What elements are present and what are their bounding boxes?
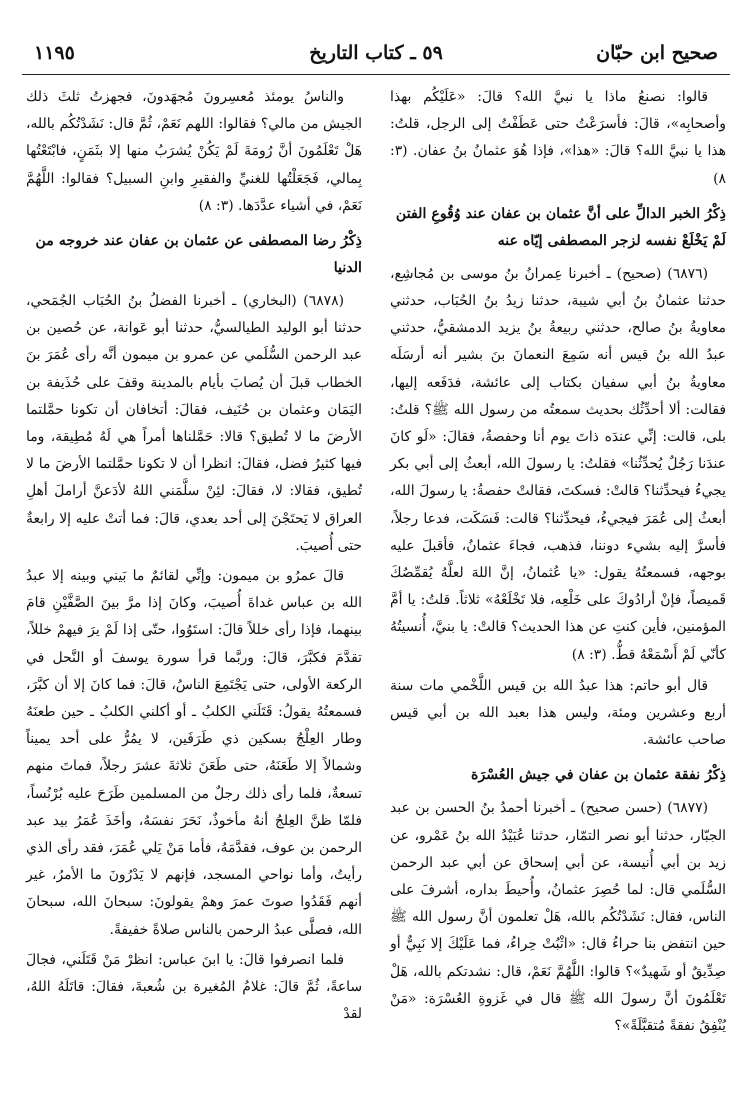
left-column [26, 84, 362, 1032]
hadith-paragraph: فلما انصرفوا قالَ: يا ابنَ عباس: انظرْ مَنْ قَتَلَني، فجالَ ساعةً، ثُمَّ قالَ: غلامُ المُغيرة بن شُعبةَ، فقالَ: قاتَلَهُ اللهُ، لقدْ [26, 951, 362, 1023]
hadith-paragraph: قالوا: نصنعُ ماذا يا نبيَّ الله؟ قالَ: «عَلَيْكُم بهذا وأصحابِه»، قالَ: فأسرَعْتُ حتى عَطَفْتُ إلى الرجل، قلتُ: هذا يا نبيَّ الله؟ قالَ: «هذا»، فإذا هُوَ عثمانُ بنُ عفان. (٣: ٨) [390, 89, 726, 187]
scholar-note: قال أبو حاتم: هذا عبدُ الله بن قيس اللَّخْمي مات سنة أربع وعشرين ومئة، وليس هذا بعبد الله بن أبي قيس صاحب عائشة. [390, 677, 726, 749]
page-number: ١١٩٥ [34, 42, 75, 64]
book-title: صحيح ابن حبّان [596, 42, 718, 64]
section-heading: ذِكْرُ نفقة عثمان بن عفان في جيش العُسْرَة [471, 767, 726, 784]
hadith-paragraph: (٦٨٧٧) (حسن صحيح) ـ أخبرنا أحمدُ بنُ الحسن بن عبد الجبّار، حدثنا أبو نصر التمّار، حدثنا عُبَيْدُ الله بنُ عَمْرو، عن زيد بن أبي أُنيسة، عن أبي إسحاق عن أبي عبد الرحمن السُّلَمي قال: لما حُصِرَ عثمانُ، وأُحيطَ بداره، أشرفَ على الناس، فقال: نَشَدْتُكُم بالله، هَلْ تعلمون أنَّ رسول الله ﷺ حين انتفض بنا حراءُ قال: «اثْبُتْ حِراءُ، فما عَلَيْكَ إلا نَبِيٌّ أو صِدِّيقٌ أو شَهيدٌ»؟ قالوا: اللَّهُمَّ نَعَمْ، قال: نشدتكم بالله، هَلْ تَعْلَمُونَ أنَّ رسولَ الله ﷺ قال في غَزوةِ العُسْرَة: «مَنْ يُنْفِقُ نفقةً مُتقبَّلَةً»؟ [390, 800, 726, 1035]
section-heading: ذِكْرُ رضا المصطفى عن عثمان بن عفان عند خروجه من الدنيا [35, 233, 362, 277]
page-header [22, 38, 730, 75]
hadith-paragraph: قالَ عمرُو بن ميمون: وإنِّي لقائمٌ ما بَيني وبينه إلا عبدُ الله بن عباس غداةَ أُصيبَ، وكانَ إذا مرَّ بينَ الصَّفَّيْنِ قامَ بينهما، فإذا رأى خللاً قالَ: استَوُوا، حتّى إذا لَمْ يرَ فيهمْ خللاً، تقدَّمَ فكبَّرَ، قالَ: وربَّما قرأ سورة يوسفَ أو النَّحل في الركعة الأولى، حتى يَجْتَمِعَ الناسُ، قالَ: فما كانَ إلا أن كبَّرَ، فسمعتُهُ يقولُ: قَتَلَني الكلبُ ـ أو أكلني الكلبُ ـ حين طعنَهُ وطار العِلْجُ بسكين ذي طَرَفَين، لا يمُرُّ على أحد يميناً وشمالاً إلا طَعَنَهُ، حتى طَعَنَ ثلاثةَ عشرَ رجلاً، فماتَ منهم تسعةٌ، فلما رأى ذلك رجلٌ من المسلمين طَرَحَ عليه بُرْنُساً، فلمّا ظنَّ العِلجُ أنهُ مأخوذٌ، نَحَرَ نفسَهُ، وأخَذَ عُمَرُ بيد عبد الرحمن بن عوف، فقدَّمَهُ، فأما مَنْ يَلي عُمَرَ، فقد رأى الذي رأيتُ، وأما نواحي المسجد، فإنهم لا يَدْرُونَ ما الأمرُ، غير أنهم فَقَدُوا صوتَ عمرَ وهمْ يقولونَ: سبحانَ الله، سبحانَ الله، فصلَّى عبدُ الرحمن بالناس صلاةً خفيفةً. [26, 568, 362, 938]
hadith-paragraph: والناسُ يومئذ مُعسِرونَ مُجهَدونَ، فجهزتُ ثلثَ ذلك الجيش من مالي؟ فقالوا: اللهم نَعَمْ، ثُمَّ قال: نَشَدْتُكُم بالله، هَلْ تَعْلَمُونَ أنَّ رُومَةَ لَمْ يَكُنْ يُشرَبُ منها إلا بثَمَنٍ، فابْتَعْتُها بِمالي، فَجَعَلْتُها للغنيِّ والفقيرِ وابنِ السبيل؟ فقالوا: اللَّهُمَّ نَعَمْ، في أشياء عدَّدَها. (٣: ٨) [26, 89, 362, 214]
right-column [390, 84, 726, 1043]
hadith-paragraph: (٦٨٧٨) (البخاري) ـ أخبرنا الفضلُ بنُ الحُبَاب الجُمَحي، حدثنا أبو الوليد الطيالسيُّ، حدثنا أبو عَوانة، عن حُصين بن عبد الرحمن السُّلَمي عن عمرو بن ميمون أنَّه رأى عُمَرَ بنَ الخطاب قبلَ أن يُصابَ بأيام بالمدينة وقفَ على حُذَيفة بن اليَمَان وعثمان بن حُنَيف، فقالَ: أتخافان أن تكونا حمَّلتما الأرضَ ما لا تُطيق؟ قالا: حَمَّلناها أمراً هي لَهُ مُطِيقة، وما فيها كثيرُ فضل، فقالَ: انظرا أن لا تكونا حمَّلتما الأرضَ ما لا تُطيق، فقالا: لا، فقالَ: لئِنْ سلَّمَني اللهُ لأدَعنَّ أراملَ أهلِ العراق لا يَحتَجْنَ إلى أحد بعدي، قالَ: فما أتتْ عليه إلا رابعةٌ حتى أُصيبَ. [26, 293, 362, 554]
chapter-title: ٥٩ ـ كتاب التاريخ [309, 42, 443, 64]
hadith-paragraph: (٦٨٧٦) (صحيح) ـ أخبرنا عِمرانُ بنُ موسى بن مُجاشِع، حدثنا عثمانُ بنُ أبي شيبة، حدثنا زيدُ بنُ الحُبَاب، حدثني معاويةُ بنُ صالح، حدثني ربيعةُ بنُ يزيد الدمشقيُّ، حدثني عبدُ الله بنُ قيس أنه سَمِعَ النعمانَ بنَ بشير أنه أرسَلَه معاويةُ بنُ أبي سفيان بكتاب إلى عائشة، فدَفَعه إليها، فقالت: ألا أحدِّثُك بحديث سمعتُه من رسول الله ﷺ؟ قلتُ: بلى، قالت: إنِّي عندَه ذاتَ يوم أنا وحفصةُ، فقالَ: «لَو كانَ عندَنا رَجُلٌ يُحدِّثُنا» فقلتُ: يا رسولَ الله، أبعثُ إلى أبي بكر يجيءُ فيحدِّثنا؟ قالتْ: فسكتَ، فقالتْ حفصةُ: يا رسولَ الله، أبعثُ إلى عُمَرَ فيجيءُ، فيحدِّثنا؟ قالت: فَسَكَت، فدعا رجلاً، فأسرَّ إليه بشيء دوننا، فذهب، فجاءَ عثمانُ، فأقبلَ عليه بوجهه، فسمعتُهُ يقول: «يا عُثمانُ، إنَّ اللهَ لعلَّهُ يُقمِّصُكَ قَميصاً، فإنْ أرادُوكَ على خَلْعِه، فلا تَخْلَعْهُ» ثلاثاً. قلتُ: يا أمَّ المؤمنين، فأين كنتِ عن هذا الحديث؟ قالتْ: يا بنيَّ، أُنسيتُهُ كأنّي لَمْ أَسْمَعْهُ قطُّ. (٣: ٨) [390, 265, 726, 663]
section-heading: ذِكْرُ الخبر الدالِّ على أنَّ عثمان بن عفان عند وُقُوعِ الفتن لَمْ يَخْلَعْ نفسه لزجر المصطفى إيّاه عنه [395, 205, 726, 249]
